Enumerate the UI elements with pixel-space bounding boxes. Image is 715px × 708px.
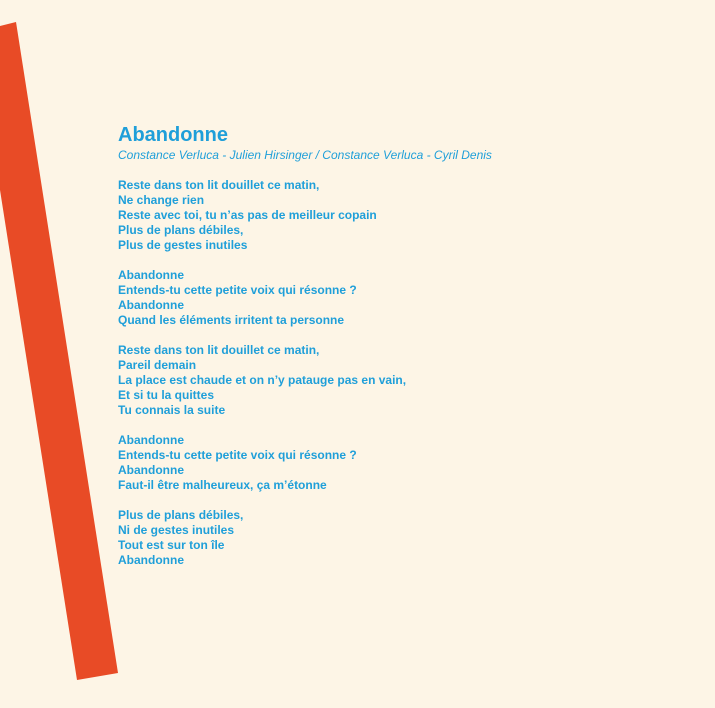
lyric-line: Et si tu la quittes	[118, 388, 215, 402]
lyric-line: Ni de gestes inutiles	[118, 523, 235, 537]
stanza-1	[118, 178, 678, 253]
lyric-line: Abandonne	[118, 433, 184, 447]
lyric-line: Pareil demain	[118, 358, 197, 372]
lyric-line: Faut-il être malheureux, ça m’étonne	[118, 478, 327, 492]
lyric-line: Abandonne	[118, 463, 184, 477]
lyric-line: Plus de gestes inutiles	[118, 238, 248, 252]
lyric-line: Tu connais la suite	[118, 403, 226, 417]
lyric-line: Tout est sur ton île	[118, 538, 225, 552]
lyric-line: Abandonne	[118, 298, 184, 312]
lyric-line: Ne change rien	[118, 193, 205, 207]
lyric-line: Entends-tu cette petite voix qui résonne ?	[118, 448, 357, 462]
orange-stripe	[0, 22, 118, 680]
lyric-line: La place est chaude et on n’y patauge pas en vain,	[118, 373, 407, 387]
lyric-line: Reste dans ton lit douillet ce matin,	[118, 178, 320, 192]
lyric-line: Abandonne	[118, 553, 184, 567]
lyrics-page	[118, 122, 678, 583]
lyric-line: Abandonne	[118, 268, 184, 282]
stanza-3	[118, 343, 678, 418]
lyric-line: Quand les éléments irritent ta personne	[118, 313, 345, 327]
stanza-2	[118, 268, 678, 328]
lyric-line: Plus de plans débiles,	[118, 223, 244, 237]
stanza-5	[118, 508, 678, 568]
song-title: Abandonne	[118, 124, 228, 146]
song-credits: Constance Verluca - Julien Hirsinger / Constance Verluca - Cyril Denis	[118, 148, 492, 162]
lyric-line: Reste avec toi, tu n’as pas de meilleur copain	[118, 208, 377, 222]
lyric-line: Entends-tu cette petite voix qui résonne ?	[118, 283, 357, 297]
stanza-4	[118, 433, 678, 493]
lyric-line: Reste dans ton lit douillet ce matin,	[118, 343, 320, 357]
lyric-line: Plus de plans débiles,	[118, 508, 244, 522]
